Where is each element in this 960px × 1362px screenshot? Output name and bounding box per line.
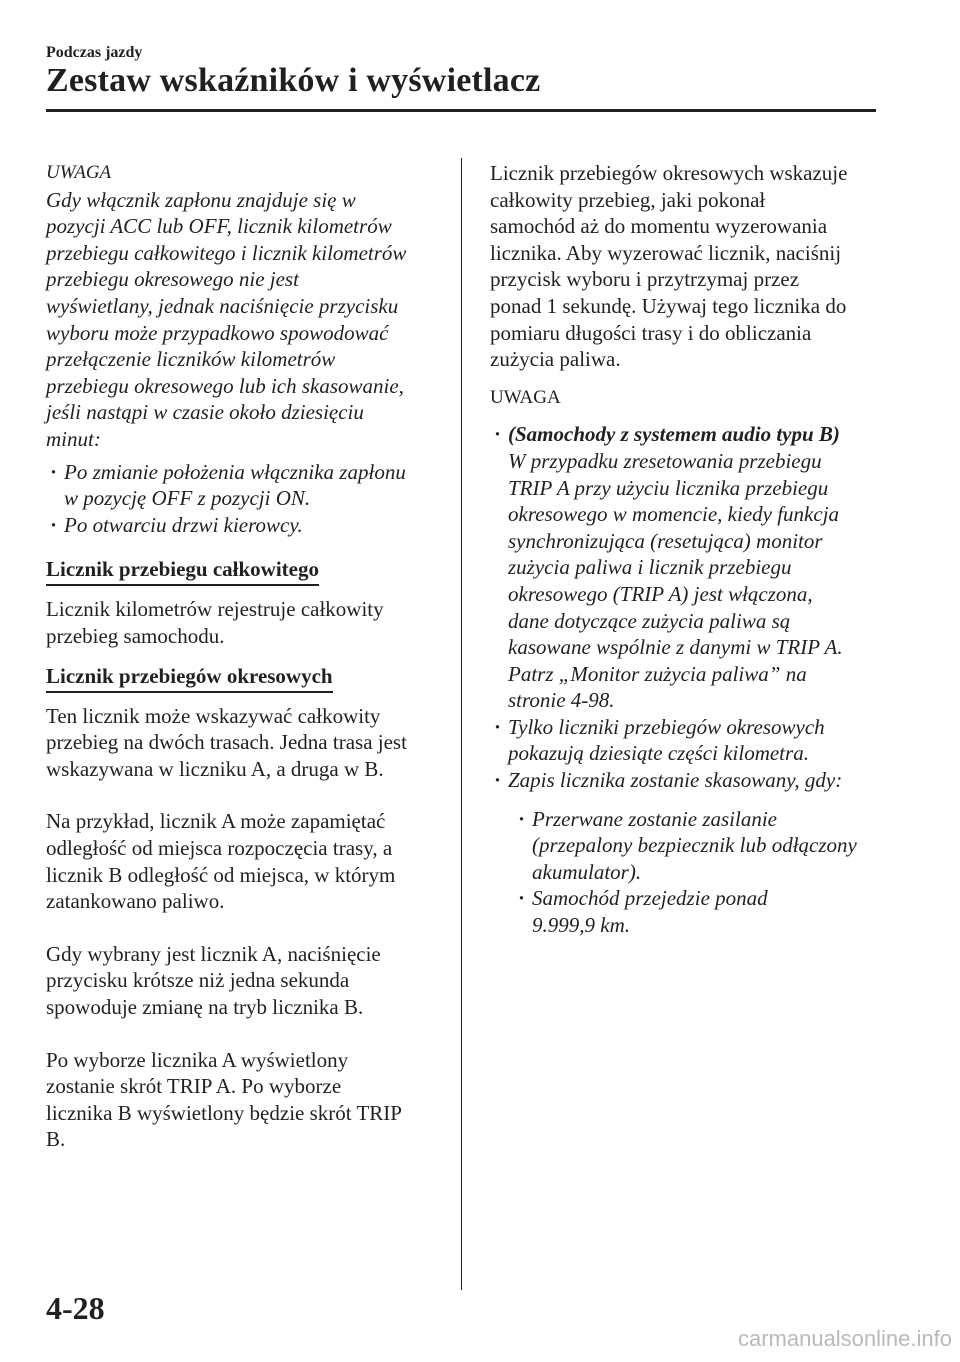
note-label: UWAGA — [46, 162, 112, 183]
note-bullet: · Po zmianie położenia włącznika zapłonu w pozycję OFF z pozycji ON. — [46, 459, 446, 512]
left-column — [46, 160, 446, 1153]
trip-paragraph: Ten licznik może wskazywać całkowity przebieg na dwóch trasach. Jedna trasa jest wskazywana w liczniku A, a druga w B. — [46, 703, 407, 781]
column-divider — [461, 158, 462, 1290]
note-bullet: · Tylko liczniki przebiegów okresowych pokazują dziesiąte części kilometra. — [490, 714, 890, 767]
trip-intro-text: Licznik przebiegów okresowych wskazuje całkowity przebieg, jaki pokonał samochód aż do momentu wyzerowania licznika. Aby wyzerować licznik, naciśnij przycisk wyboru i przytrzymaj przez ponad 1 sekundę. Używaj tego licznika do pomiaru długości trasy i do obliczania zużycia paliwa. — [490, 161, 848, 372]
trip-paragraph: Po wyborze licznika A wyświetlony zostanie skrót TRIP A. Po wyborze licznika B wyświetlony będzie skrót TRIP B. — [46, 1047, 402, 1152]
note-text: Gdy włącznik zapłonu znajduje się w pozycji ACC lub OFF, licznik kilometrów przebiegu całkowitego i licznik kilometrów przebiegu okresowego nie jest wyświetlany, jednak naciśnięcie przycisku wyboru może przypadkowo spowodować przełączenie liczników kilometrów przebiegu okresowego lub ich skasowanie, jeśli nastąpi w czasie około dziesięciu minut: — [46, 187, 407, 451]
page-title: Zestaw wskaźników i wyświetlacz — [46, 62, 541, 99]
note-bullet: · (Samochody z systemem audio typu B) W przypadku zresetowania przebiegu TRIP A przy użyciu licznika przebiegu okresowego w momencie, kiedy funkcja synchronizująca (resetująca) monitor zużycia paliwa i licznik przebiegu okresowego (TRIP A) jest włączona, dane dotyczące zużycia paliwa są kasowane wspólnie z danymi w TRIP A. Patrz „Monitor zużycia paliwa” na stronie 4-98. — [490, 421, 890, 714]
section-label: Podczas jazdy — [46, 44, 143, 61]
trip-heading: Licznik przebiegów okresowych — [46, 663, 333, 693]
note-label: UWAGA — [490, 386, 561, 408]
trip-paragraph: Na przykład, licznik A może zapamiętać odległość od miejsca rozpoczęcia trasy, a licznik B odległość od miejsca, w którym zatankowano paliwo. — [46, 809, 396, 914]
header-rule — [46, 109, 876, 112]
note-bullet: · Po otwarciu drzwi kierowcy. — [46, 512, 446, 539]
note-sub-bullet: · Przerwane zostanie zasilanie (przepalony bezpiecznik lub odłączony akumulator). — [514, 806, 890, 886]
page-number: 4-28 — [46, 1290, 105, 1326]
odometer-heading: Licznik przebiegu całkowitego — [46, 556, 319, 586]
odometer-text: Licznik kilometrów rejestruje całkowity przebieg samochodu. — [46, 596, 384, 648]
note-sub-bullet: · Samochód przejedzie ponad 9.999,9 km. — [514, 885, 890, 938]
right-column — [490, 160, 890, 939]
note-bullet: · Zapis licznika zostanie skasowany, gdy: — [490, 767, 890, 794]
watermark: carmanualsonline.info — [737, 1326, 952, 1351]
trip-paragraph: Gdy wybrany jest licznik A, naciśnięcie przycisku krótsze niż jedna sekunda spowoduje zmianę na tryb licznika B. — [46, 941, 381, 1020]
